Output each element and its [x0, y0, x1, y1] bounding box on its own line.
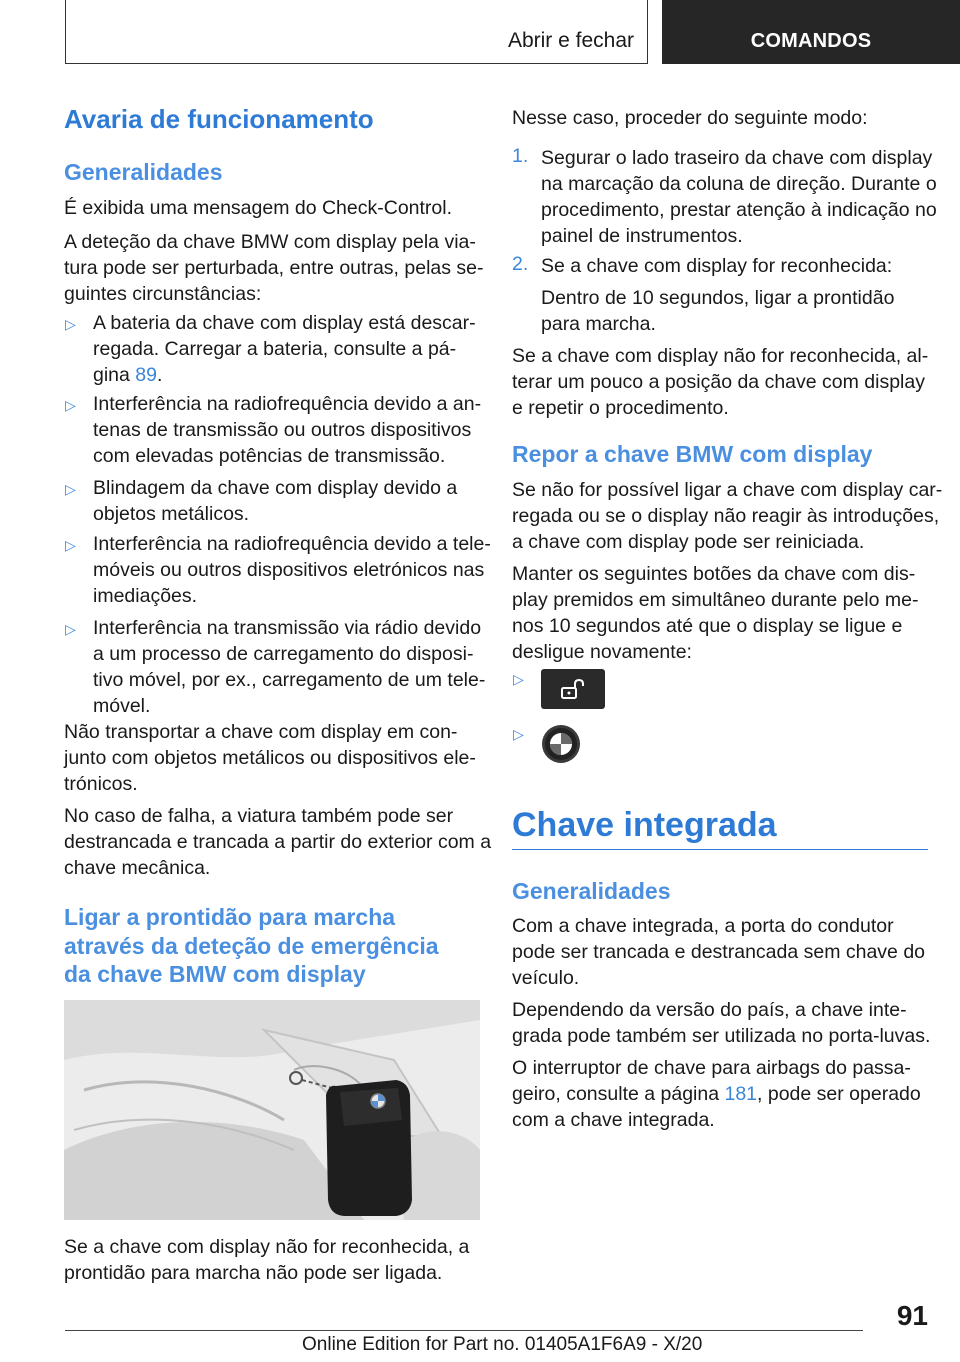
paragraph-transport-line1: Não transportar a chave com display em con- [64, 721, 458, 743]
paragraph-country-line1: Dependendo da versão do país, a chave inte- [512, 999, 907, 1021]
bullet-antennas-line2: tenas de transmissão ou outros dispositivos [93, 419, 472, 441]
paragraph-buttons-line3: nos 10 segundos até que o display se ligue e [512, 615, 903, 637]
paragraph-airbag-line2: geiro, consulte a página 181, pode ser operado [512, 1083, 921, 1105]
bullet-arrow-icon: ▷ [65, 481, 76, 497]
step2-line2: Dentro de 10 segundos, ligar a prontidão [541, 287, 895, 309]
footer-rule [65, 1330, 863, 1331]
paragraph-airbag-line1: O interruptor de chave para airbags do passa- [512, 1057, 911, 1079]
bullet-battery-line1: A bateria da chave com display está descar- [93, 312, 476, 334]
bullet-phones-line2: móveis ou outros dispositivos eletrónicos nas [93, 559, 485, 581]
bullet-battery-line3: gina 89. [93, 364, 163, 386]
step1-line2: na marcação da coluna de direção. Durante o [541, 173, 937, 195]
paragraph-not-recognized-line2: terar um pouco a posição da chave com display [512, 371, 925, 393]
step1-line3: procedimento, prestar atenção à indicação no [541, 199, 937, 221]
bullet-charging-line4: móvel. [93, 695, 151, 717]
paragraph-failure-line2: destrancada e trancada a partir do exterior com a [64, 831, 492, 853]
paragraph-detection-line3: guintes circunstâncias: [64, 283, 262, 305]
bullet-arrow-icon: ▷ [65, 397, 76, 413]
step2-line3: para marcha. [541, 313, 656, 335]
bullet-arrow-icon: ▷ [65, 316, 76, 332]
paragraph-procedure-intro: Nesse caso, proceder do seguinte modo: [512, 107, 868, 129]
bullet-charging-line3: tivo móvel, por ex., carregamento de um tele- [93, 669, 486, 691]
bullet-charging-line1: Interferência na transmissão via rádio devido [93, 617, 482, 639]
bullet-shielding-line2: objetos metálicos. [93, 503, 250, 525]
subtitle-emergency-line1: Ligar a prontidão para marcha [64, 904, 396, 930]
paragraph-reset-line3: a chave com display pode ser reiniciada. [512, 531, 865, 553]
illustration-svg [64, 1000, 480, 1220]
header-section-title: Abrir e fechar [507, 29, 634, 52]
paragraph-integrated-line3: veículo. [512, 967, 580, 989]
section-title-malfunction: Avaria de funcionamento [64, 104, 374, 134]
paragraph-reset-line2: regada ou se o display não reagir às introduções, [512, 505, 940, 527]
bullet-charging-line2: a um processo de carregamento do disposi- [93, 643, 474, 665]
subtitle-emergency-line2: através da deteção de emergência [64, 933, 439, 959]
paragraph-country-line2: grada pode também ser utilizada no porta-luvas. [512, 1025, 931, 1047]
paragraph-buttons-line1: Manter os seguintes botões da chave com dis- [512, 563, 916, 585]
caption-line2: prontidão para marcha não pode ser ligada. [64, 1262, 443, 1284]
subtitle-general-integrated: Generalidades [512, 878, 671, 904]
bullet-arrow-icon: ▷ [65, 537, 76, 553]
step-number-2: 2. [512, 253, 529, 275]
bullet-arrow-icon: ▷ [513, 726, 524, 742]
unlock-button-icon [541, 669, 605, 709]
paragraph-failure-line1: No caso de falha, a viatura também pode ser [64, 805, 454, 827]
paragraph-detection-line2: tura pode ser perturbada, entre outras, pelas se- [64, 257, 484, 279]
page-link-89[interactable]: 89 [135, 364, 157, 386]
subtitle-emergency-line3: da chave BMW com display [64, 961, 366, 987]
bullet-phones-line1: Interferência na radiofrequência devido a tele- [93, 533, 491, 555]
bullet-antennas-line1: Interferência na radiofrequência devido a an- [93, 393, 482, 415]
bullet-battery-line2: regada. Carregar a bateria, consulte a pá- [93, 338, 457, 360]
illustration-key-steering-column [64, 1000, 480, 1220]
paragraph-reset-line1: Se não for possível ligar a chave com display car- [512, 479, 943, 501]
step-number-1: 1. [512, 145, 529, 167]
footer-edition: Online Edition for Part no. 01405A1F6A9 - X/20 [302, 1334, 703, 1355]
bullet-shielding-line1: Blindagem da chave com display devido a [93, 477, 458, 499]
paragraph-failure-line3: chave mecânica. [64, 857, 211, 879]
paragraph-transport-line3: trónicos. [64, 773, 138, 795]
bullet-antennas-line3: com elevadas potências de transmissão. [93, 445, 446, 467]
paragraph-transport-line2: junto com objetos metálicos ou dispositivos ele- [64, 747, 476, 769]
paragraph-buttons-line4: desligue novamente: [512, 641, 692, 663]
subtitle-reset-key: Repor a chave BMW com display [512, 441, 873, 467]
paragraph-detection-line1: A deteção da chave BMW com display pela via- [64, 231, 476, 253]
bmw-logo-button-icon [541, 724, 581, 764]
title-underline [512, 849, 928, 850]
step2-line1: Se a chave com display for reconhecida: [541, 255, 893, 277]
bullet-arrow-icon: ▷ [513, 671, 524, 687]
paragraph-not-recognized-line1: Se a chave com display não for reconhecida, al- [512, 345, 929, 367]
step1-line4: painel de instrumentos. [541, 225, 743, 247]
paragraph-check-control: É exibida uma mensagem do Check-Control. [64, 197, 453, 219]
paragraph-integrated-line1: Com a chave integrada, a porta do condutor [512, 915, 894, 937]
page-link-181[interactable]: 181 [724, 1083, 758, 1105]
paragraph-airbag-line3: com a chave integrada. [512, 1109, 715, 1131]
paragraph-buttons-line2: play premidos em simultâneo durante pelo me- [512, 589, 919, 611]
bullet-phones-line3: imediações. [93, 585, 198, 607]
step1-line1: Segurar o lado traseiro da chave com display [541, 147, 933, 169]
section-title-integrated-key: Chave integrada [512, 806, 777, 844]
paragraph-integrated-line2: pode ser trancada e destrancada sem chave do [512, 941, 926, 963]
bullet-arrow-icon: ▷ [65, 621, 76, 637]
header-chapter-tab: COMANDOS [662, 0, 960, 64]
caption-line1: Se a chave com display não for reconhecida, a [64, 1236, 470, 1258]
page-number: 91 [896, 1300, 928, 1331]
subtitle-general: Generalidades [64, 159, 223, 185]
paragraph-not-recognized-line3: e repetir o procedimento. [512, 397, 729, 419]
